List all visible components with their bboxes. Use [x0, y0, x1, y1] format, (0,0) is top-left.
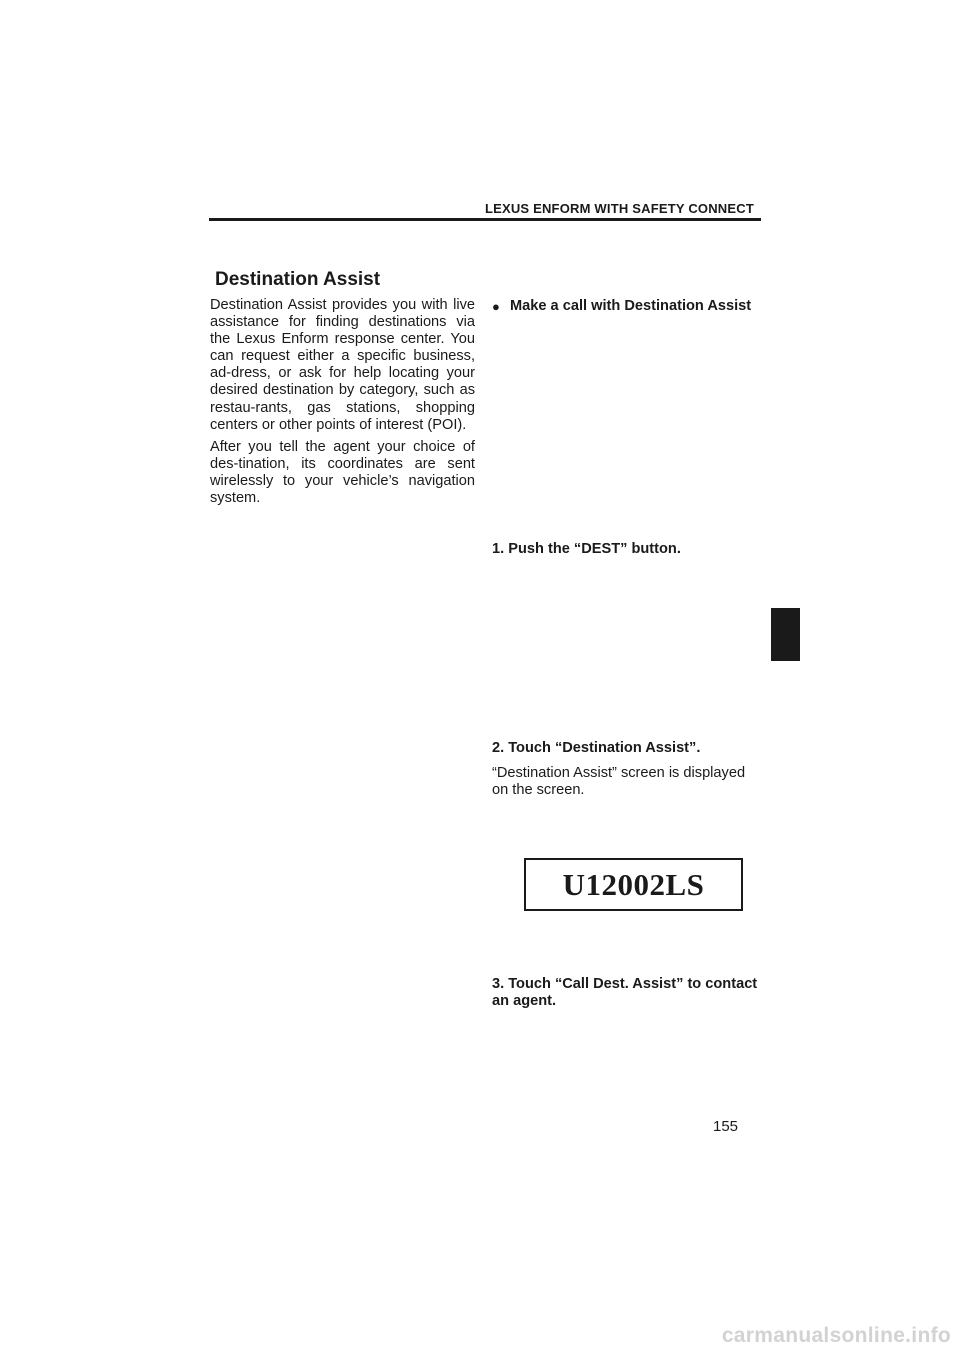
- image-code: U12002LS: [562, 866, 705, 902]
- coordinates-paragraph: After you tell the agent your choice of des-tination, its coordinates are sent wirelessly to your vehicle’s navigation system.: [210, 438, 475, 507]
- bullet-icon: ●: [492, 299, 500, 314]
- chapter-thumb-tab: [771, 608, 800, 661]
- image-placeholder: [524, 858, 743, 911]
- watermark: carmanualsonline.info: [721, 1324, 951, 1347]
- step-2: 2. Touch “Destination Assist”.: [492, 740, 701, 756]
- page-number: 155: [713, 1118, 739, 1135]
- header-rule: [209, 218, 761, 221]
- section-heading: Destination Assist: [215, 269, 381, 290]
- step-1: 1. Push the “DEST” button.: [492, 541, 681, 557]
- left-column: [210, 297, 475, 512]
- bullet-heading: [492, 298, 760, 315]
- bullet-heading-text: Make a call with Destination Assist: [510, 298, 752, 314]
- step-2-description: “Destination Assist” screen is displayed on the screen.: [492, 765, 746, 799]
- step-3: 3. Touch “Call Dest. Assist” to contact an agent.: [492, 976, 758, 1010]
- intro-paragraph: Destination Assist provides you with live assistance for finding destinations via the Lexus Enform response center. You can request either a specific business, ad-dress, or ask for help locating your desired destination by category, such as restau-rants, gas stations, shopping centers or other points of interest (POI).: [210, 297, 475, 433]
- running-header: LEXUS ENFORM WITH SAFETY CONNECT: [484, 201, 754, 216]
